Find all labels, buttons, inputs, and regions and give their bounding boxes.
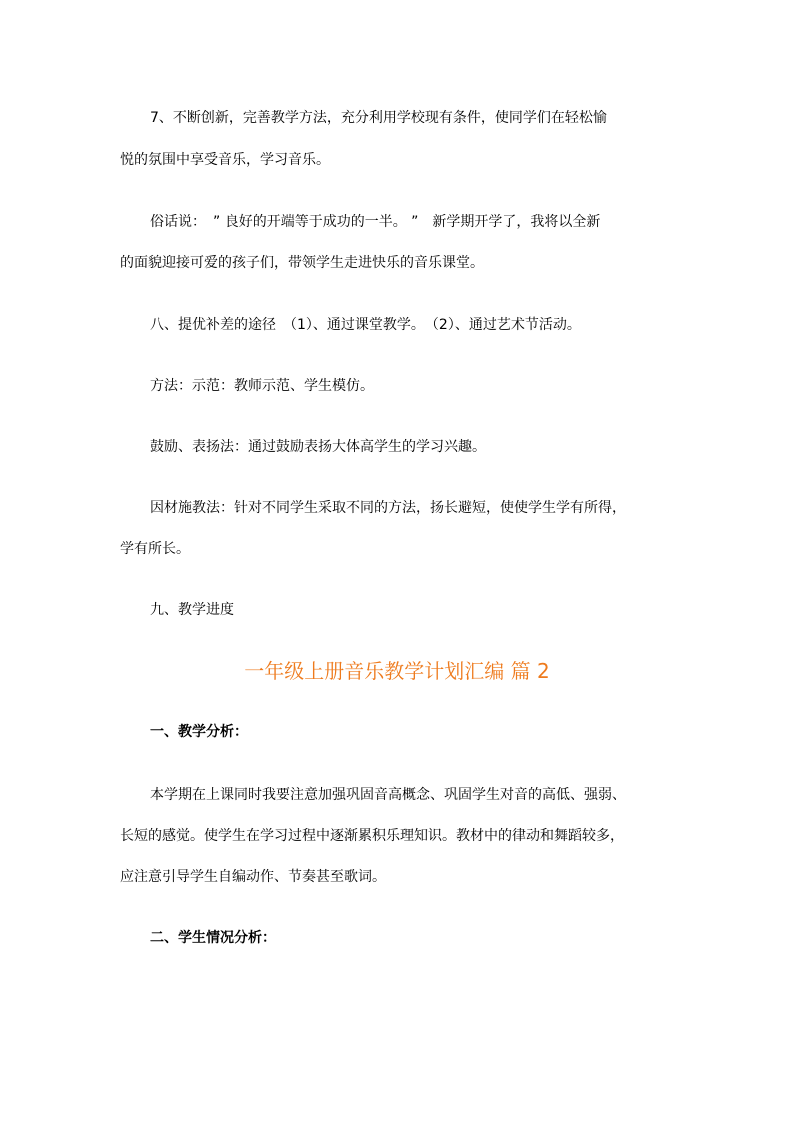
method-paragraph: 方法：示范：教师示范、学生模仿。: [150, 378, 374, 394]
proverb-line2: 的面貌迎接可爱的孩子们，带领学生走进快乐的音乐课堂。: [120, 255, 484, 271]
analysis-line3: 应注意引导学生自编动作、节奏甚至歌词。: [120, 869, 386, 885]
section-title: 一年级上册音乐教学计划汇编 篇 2: [244, 659, 550, 683]
item8-paragraph: 八、提优补差的途径 （1）、通过课堂教学。 （2）、通过艺术节活动。: [150, 317, 581, 333]
analysis-line1: 本学期在上课同时我要注意加强巩固音高概念、巩固学生对音的高低、强弱、: [150, 787, 626, 803]
heading-teaching-analysis: 一、教学分析：: [150, 724, 248, 740]
heading-student-analysis: 二、学生情况分析：: [150, 930, 276, 946]
adaptive-line1: 因材施教法：针对不同学生采取不同的方法，扬长避短，使使学生学有所得，: [150, 500, 626, 516]
proverb-line1: 俗话说： ” 良好的开端等于成功的一半。 ” 新学期开学了，我将以全新: [150, 214, 601, 230]
encourage-paragraph: 鼓励、表扬法：通过鼓励表扬大体高学生的学习兴趣。: [150, 439, 486, 455]
item7-line1: 7、不断创新，完善教学方法，充分利用学校现有条件，使同学们在轻松愉: [150, 110, 607, 126]
item9-paragraph: 九、教学进度: [150, 602, 234, 618]
adaptive-line2: 学有所长。: [120, 541, 190, 557]
item7-line2: 悦的氛围中享受音乐，学习音乐。: [120, 152, 330, 168]
analysis-line2: 长短的感觉。使学生在学习过程中逐渐累积乐理知识。教材中的律动和舞蹈较多，: [120, 828, 624, 844]
